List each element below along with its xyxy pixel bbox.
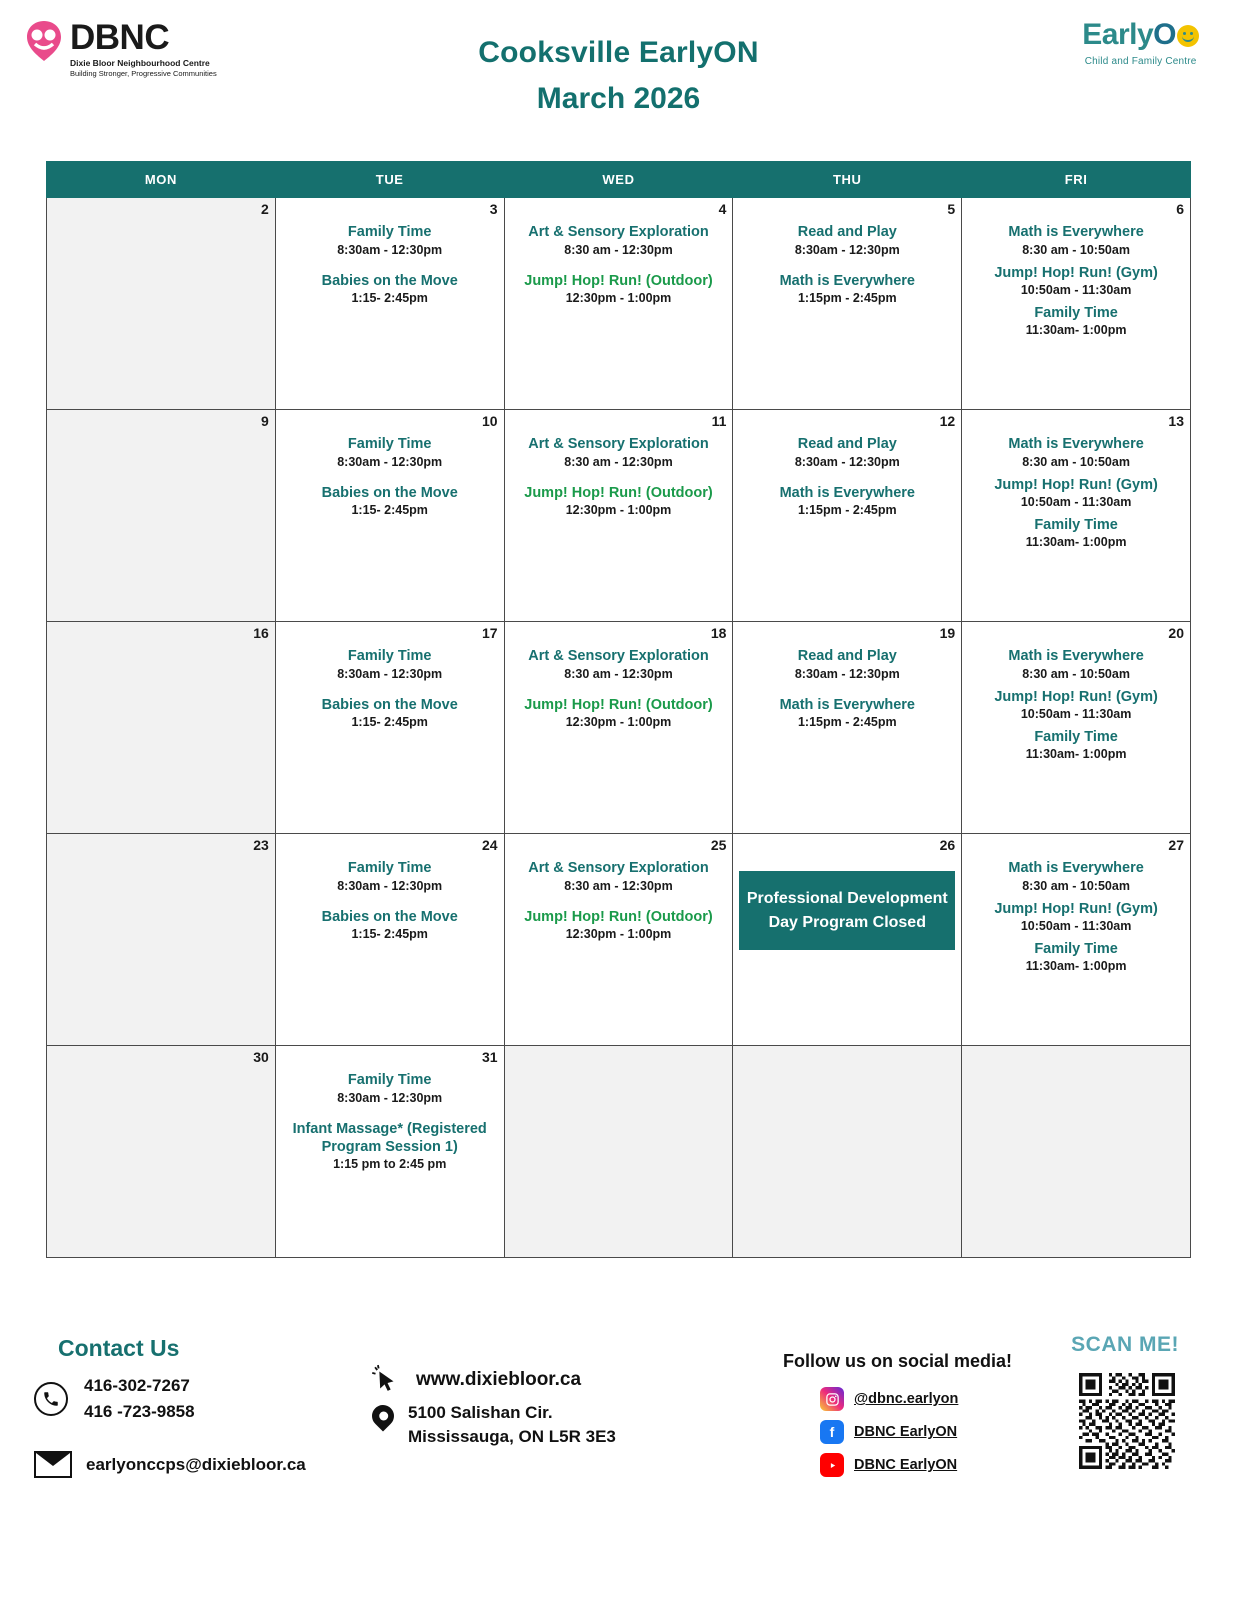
event-item: [511, 223, 727, 257]
earlyon-word-o: O: [1153, 18, 1176, 51]
day-number: 3: [489, 201, 498, 217]
event-list: [739, 223, 955, 306]
event-spacer: [739, 470, 955, 484]
event-list: [968, 647, 1184, 762]
day-number: 17: [482, 625, 498, 641]
event-spacer: [511, 682, 727, 696]
event-time: 8:30 am - 12:30pm: [564, 454, 673, 469]
event-title: Jump! Hop! Run! (Gym): [994, 264, 1158, 281]
day-number: 5: [947, 201, 956, 217]
calendar-day-cell: [962, 622, 1191, 834]
event-time: 8:30 am - 10:50am: [1022, 454, 1130, 469]
event-title: Math is Everywhere: [1008, 436, 1144, 453]
event-title: Family Time: [347, 1072, 432, 1089]
event-title: Math is Everywhere: [779, 272, 915, 289]
event-time: 8:30 am - 10:50am: [1022, 666, 1130, 681]
event-time: 8:30am - 12:30pm: [794, 242, 900, 257]
event-list: [511, 435, 727, 518]
event-time: 10:50am - 11:30am: [1020, 706, 1132, 721]
event-title: Read and Play: [797, 436, 897, 453]
event-item: [511, 484, 727, 518]
event-item: [968, 900, 1184, 934]
calendar-day-cell: [275, 1046, 504, 1258]
page-header: [0, 0, 1237, 148]
weekday-wed: WED: [504, 162, 733, 198]
event-list: [968, 435, 1184, 550]
email-address: earlyonccps@dixiebloor.ca: [86, 1454, 306, 1474]
qr-code[interactable]: [1079, 1373, 1175, 1469]
day-number: 30: [253, 1049, 269, 1065]
event-time: 10:50am - 11:30am: [1020, 918, 1132, 933]
event-time: 12:30pm - 1:00pm: [565, 926, 672, 941]
day-number: 9: [261, 413, 269, 429]
event-item: [968, 223, 1184, 257]
page-footer: [0, 1305, 1237, 1600]
event-item: [511, 272, 727, 306]
calendar-day-cell: [275, 622, 504, 834]
event-item: [739, 647, 955, 681]
event-list: [282, 435, 498, 518]
event-title: Math is Everywhere: [779, 484, 915, 501]
event-time: 8:30 am - 10:50am: [1022, 878, 1130, 893]
event-time: 1:15- 2:45pm: [351, 290, 428, 305]
calendar-week-row: [47, 198, 1191, 410]
earlyon-tagline: Child and Family Centre: [1084, 56, 1197, 67]
page-subtitle: March 2026: [536, 82, 701, 115]
event-item: [282, 696, 498, 730]
day-number: 19: [939, 625, 956, 641]
event-time: 8:30am - 12:30pm: [337, 666, 443, 681]
event-time: 11:30am- 1:00pm: [1025, 959, 1127, 974]
event-time: 11:30am- 1:00pm: [1025, 535, 1127, 550]
event-title: Babies on the Move: [321, 272, 458, 289]
event-item: [282, 647, 498, 681]
address-line-1: 5100 Salishan Cir.: [408, 1403, 553, 1422]
address-line-2: Mississauga, ON L5R 3E3: [408, 1426, 616, 1446]
day-number: 27: [1168, 837, 1184, 853]
closed-notice: Professional Development Day Program Closed: [739, 871, 955, 949]
event-time: 10:50am - 11:30am: [1020, 494, 1132, 509]
day-number: 23: [253, 837, 269, 853]
day-number: 20: [1168, 625, 1184, 641]
event-title: Family Time: [347, 224, 432, 241]
event-item: [282, 908, 498, 942]
address-text: [408, 1401, 616, 1449]
event-title: Art & Sensory Exploration: [528, 860, 709, 877]
weekday-tue: TUE: [275, 162, 504, 198]
calendar-day-cell: [47, 410, 276, 622]
event-item: [282, 272, 498, 306]
event-time: 8:30 am - 10:50am: [1022, 242, 1130, 257]
event-item: [968, 435, 1184, 469]
event-title: Math is Everywhere: [1008, 860, 1144, 877]
event-time: 12:30pm - 1:00pm: [565, 502, 672, 517]
event-item: [968, 940, 1184, 974]
calendar-day-cell: [733, 198, 962, 410]
event-time: 1:15 pm to 2:45 pm: [333, 1157, 447, 1172]
calendar-day-cell: [962, 410, 1191, 622]
calendar-day-cell: [504, 410, 733, 622]
event-title: Jump! Hop! Run! (Outdoor): [524, 908, 713, 925]
scan-me-label: SCAN ME!: [1071, 1333, 1179, 1356]
event-list: [282, 1071, 498, 1172]
event-item: [282, 1120, 498, 1173]
day-number: 2: [261, 201, 269, 217]
event-title: Infant Massage* (Registered Program Session 1): [292, 1120, 487, 1155]
event-time: 8:30am - 12:30pm: [337, 242, 443, 257]
event-spacer: [511, 258, 727, 272]
calendar-day-cell: [504, 622, 733, 834]
event-time: 11:30am- 1:00pm: [1025, 323, 1127, 338]
event-item: [282, 1071, 498, 1105]
event-spacer: [511, 470, 727, 484]
calendar-week-row: [47, 410, 1191, 622]
event-item: [282, 484, 498, 518]
day-number: 26: [939, 837, 956, 853]
event-item: [739, 272, 955, 306]
day-number: 18: [710, 625, 727, 641]
phone-numbers: [84, 1373, 195, 1426]
day-number: 13: [1168, 413, 1184, 429]
event-list: [968, 859, 1184, 974]
event-time: 1:15- 2:45pm: [351, 502, 428, 517]
event-time: 8:30 am - 12:30pm: [564, 878, 673, 893]
calendar-day-cell: [275, 834, 504, 1046]
event-spacer: [282, 894, 498, 908]
event-item: [282, 859, 498, 893]
event-list: [511, 647, 727, 730]
event-list: [282, 223, 498, 306]
event-time: 8:30am - 12:30pm: [337, 878, 443, 893]
phone-block: [34, 1373, 195, 1426]
calendar-table: [46, 161, 1191, 1258]
event-spacer: [282, 470, 498, 484]
instagram-icon[interactable]: [820, 1387, 844, 1411]
event-item: [511, 435, 727, 469]
event-spacer: [282, 1106, 498, 1120]
event-time: 12:30pm - 1:00pm: [565, 714, 672, 729]
event-title: Family Time: [1034, 305, 1118, 322]
calendar-cell-blank: [962, 1046, 1191, 1258]
calendar-day-cell: [275, 410, 504, 622]
event-title: Read and Play: [797, 648, 897, 665]
event-title: Read and Play: [797, 224, 897, 241]
event-spacer: [282, 258, 498, 272]
day-number: 4: [718, 201, 727, 217]
youtube-handle[interactable]: DBNC EarlyON: [854, 1457, 958, 1473]
event-list: [739, 435, 955, 518]
event-item: [968, 688, 1184, 722]
cursor-click-icon: [368, 1363, 402, 1397]
event-item: [968, 304, 1184, 338]
email-block: [34, 1451, 306, 1478]
event-title: Math is Everywhere: [1008, 224, 1144, 241]
day-number: 25: [710, 837, 727, 853]
earlyon-smiley-icon: [1177, 25, 1199, 47]
facebook-row[interactable]: [820, 1420, 957, 1444]
event-time: 12:30pm - 1:00pm: [565, 290, 672, 305]
calendar-day-cell: [733, 622, 962, 834]
event-title: Jump! Hop! Run! (Gym): [994, 900, 1158, 917]
event-title: Babies on the Move: [321, 696, 458, 713]
calendar-day-cell: [733, 410, 962, 622]
event-title: Family Time: [1034, 941, 1118, 958]
phone-number-1: 416-302-7267: [84, 1376, 190, 1395]
youtube-row[interactable]: [820, 1453, 957, 1477]
event-item: [739, 696, 955, 730]
calendar-body: [47, 198, 1191, 1258]
event-item: [282, 435, 498, 469]
event-title: Jump! Hop! Run! (Outdoor): [524, 272, 713, 289]
event-time: 8:30am - 12:30pm: [794, 454, 900, 469]
event-item: [968, 476, 1184, 510]
envelope-icon: [34, 1451, 72, 1478]
event-item: [511, 908, 727, 942]
page-title: Cooksville EarlyON: [478, 36, 759, 69]
event-title: Math is Everywhere: [779, 696, 915, 713]
event-title: Family Time: [347, 648, 432, 665]
day-number: 16: [253, 625, 269, 641]
instagram-handle[interactable]: @dbnc.earlyon: [854, 1391, 959, 1407]
day-number: 31: [482, 1049, 498, 1065]
event-list: [739, 647, 955, 730]
event-item: [511, 696, 727, 730]
event-title: Jump! Hop! Run! (Gym): [994, 476, 1158, 493]
earlyon-logo: [1082, 20, 1199, 67]
event-item: [739, 223, 955, 257]
event-time: 11:30am- 1:00pm: [1025, 747, 1127, 762]
event-title: Family Time: [1034, 517, 1118, 534]
youtube-icon[interactable]: [820, 1453, 844, 1477]
event-time: 1:15pm - 2:45pm: [797, 290, 897, 305]
event-list: [968, 223, 1184, 338]
calendar-day-cell: [962, 198, 1191, 410]
calendar-day-cell: [275, 198, 504, 410]
social-heading: Follow us on social media!: [783, 1351, 1013, 1371]
event-title: Jump! Hop! Run! (Gym): [994, 688, 1158, 705]
event-title: Art & Sensory Exploration: [528, 224, 709, 241]
event-spacer: [739, 258, 955, 272]
event-time: 10:50am - 11:30am: [1020, 282, 1132, 297]
event-time: 1:15pm - 2:45pm: [797, 502, 897, 517]
calendar-week-row: [47, 1046, 1191, 1258]
day-number: 10: [482, 413, 498, 429]
phone-number-2: 416 -723-9858: [84, 1402, 195, 1422]
instagram-row[interactable]: [820, 1387, 958, 1411]
event-list: [282, 647, 498, 730]
location-pin-icon: [367, 1400, 398, 1431]
event-item: [968, 859, 1184, 893]
event-time: 8:30am - 12:30pm: [337, 454, 443, 469]
day-number: 24: [482, 837, 498, 853]
calendar-day-cell: [47, 198, 276, 410]
day-number: 6: [1176, 201, 1184, 217]
event-item: [968, 728, 1184, 762]
event-spacer: [282, 682, 498, 696]
event-item: [282, 223, 498, 257]
calendar-day-cell: [47, 622, 276, 834]
calendar-header-row: [47, 162, 1191, 198]
calendar-week-row: [47, 834, 1191, 1046]
event-title: Babies on the Move: [321, 908, 458, 925]
event-time: 8:30 am - 12:30pm: [564, 242, 673, 257]
calendar-cell-blank: [733, 1046, 962, 1258]
weekday-thu: THU: [733, 162, 962, 198]
event-title: Art & Sensory Exploration: [528, 648, 709, 665]
event-time: 8:30am - 12:30pm: [794, 666, 900, 681]
calendar-day-cell: [47, 1046, 276, 1258]
event-item: [511, 647, 727, 681]
event-title: Babies on the Move: [321, 484, 458, 501]
website-url[interactable]: www.dixiebloor.ca: [416, 1369, 582, 1390]
event-item: [739, 484, 955, 518]
title-block: [0, 36, 1237, 116]
event-list: [282, 859, 498, 942]
event-title: Family Time: [1034, 729, 1118, 746]
contact-heading: Contact Us: [58, 1335, 180, 1361]
event-item: [968, 264, 1184, 298]
event-list: [511, 859, 727, 942]
event-title: Family Time: [347, 436, 432, 453]
day-number: 12: [939, 413, 956, 429]
event-title: Jump! Hop! Run! (Outdoor): [524, 696, 713, 713]
website-block: [368, 1363, 581, 1397]
event-time: 8:30am - 12:30pm: [337, 1090, 443, 1105]
event-title: Jump! Hop! Run! (Outdoor): [524, 484, 713, 501]
calendar-day-cell: [47, 834, 276, 1046]
weekday-mon: MON: [47, 162, 276, 198]
calendar-day-cell: [504, 198, 733, 410]
event-time: 8:30 am - 12:30pm: [564, 666, 673, 681]
event-spacer: [739, 682, 955, 696]
calendar-cell-blank: [504, 1046, 733, 1258]
dbnc-name: DBNC: [70, 18, 170, 57]
event-item: [968, 647, 1184, 681]
event-spacer: [511, 894, 727, 908]
day-number: 11: [711, 413, 727, 429]
earlyon-wordmark: [1082, 20, 1199, 50]
calendar-day-cell: [962, 834, 1191, 1046]
weekday-fri: FRI: [962, 162, 1191, 198]
facebook-handle[interactable]: DBNC EarlyON: [854, 1424, 958, 1440]
event-time: 1:15pm - 2:45pm: [797, 714, 897, 729]
calendar-day-cell: [733, 834, 962, 1046]
event-title: Family Time: [347, 860, 432, 877]
event-time: 1:15- 2:45pm: [351, 714, 428, 729]
event-title: Math is Everywhere: [1008, 648, 1144, 665]
event-title: Art & Sensory Exploration: [528, 436, 709, 453]
earlyon-word-early: Early: [1082, 18, 1154, 51]
event-item: [968, 516, 1184, 550]
event-item: [511, 859, 727, 893]
phone-icon: [34, 1382, 68, 1416]
address-block: [372, 1401, 616, 1449]
dbnc-subtitle-1: Dixie Bloor Neighbourhood Centre: [70, 58, 210, 68]
calendar-day-cell: [504, 834, 733, 1046]
calendar-week-row: [47, 622, 1191, 834]
event-list: [511, 223, 727, 306]
event-item: [739, 435, 955, 469]
facebook-icon[interactable]: f: [820, 1420, 844, 1444]
dbnc-subtitle-2: Building Stronger, Progressive Communities: [70, 69, 217, 78]
event-time: 1:15- 2:45pm: [351, 926, 428, 941]
